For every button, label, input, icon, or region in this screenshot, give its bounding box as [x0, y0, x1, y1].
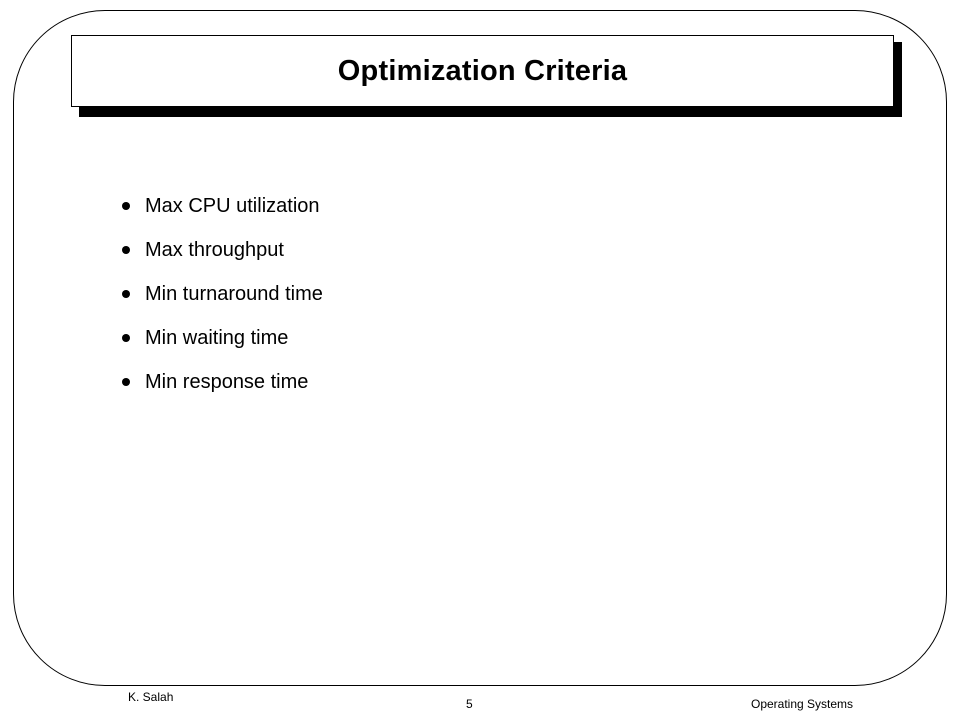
bullet-dot-icon — [122, 202, 130, 210]
bullet-list — [118, 184, 323, 404]
bullet-text: Min response time — [145, 370, 309, 393]
bullet-dot-icon — [122, 246, 130, 254]
footer-author: K. Salah — [128, 690, 174, 704]
footer-page-number: 5 — [466, 697, 473, 711]
bullet-text: Min turnaround time — [145, 282, 323, 305]
bullet-dot-icon — [122, 290, 130, 298]
list-item — [118, 360, 323, 404]
bullet-text: Max throughput — [145, 238, 284, 261]
bullet-dot-icon — [122, 334, 130, 342]
bullet-dot-icon — [122, 378, 130, 386]
footer-course: Operating Systems — [751, 697, 854, 711]
title-box — [71, 35, 894, 107]
list-item — [118, 316, 323, 360]
bullet-text: Max CPU utilization — [145, 194, 320, 217]
bullet-text: Min waiting time — [145, 326, 289, 349]
list-item — [118, 184, 323, 228]
list-item — [118, 228, 323, 272]
list-item — [118, 272, 323, 316]
slide-title: Optimization Criteria — [337, 54, 628, 87]
